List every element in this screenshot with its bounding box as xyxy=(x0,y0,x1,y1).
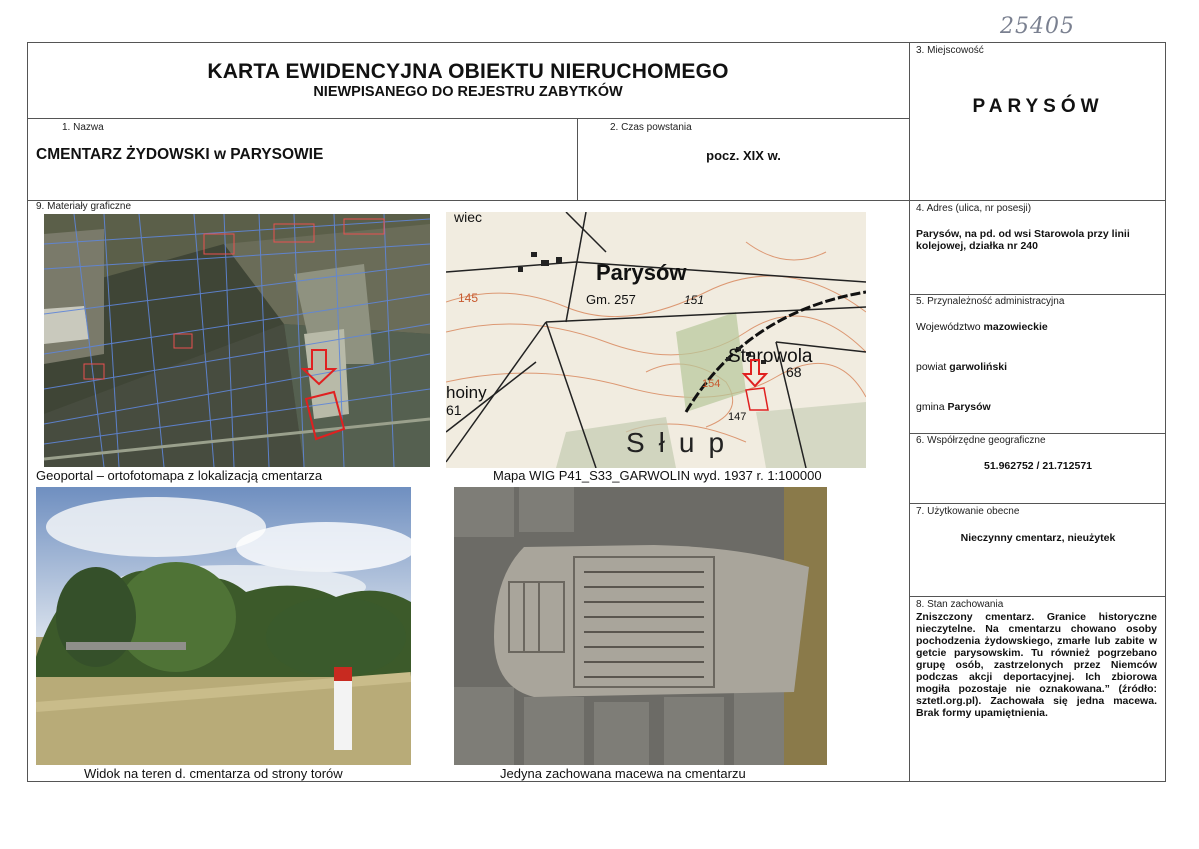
map-label-village: Starowola xyxy=(728,346,813,367)
commune-row xyxy=(916,401,991,413)
field8-label: 8. Stan zachowania xyxy=(916,599,1004,610)
map-label-145: 145 xyxy=(458,291,479,305)
field4-label: 4. Adres (ulica, nr posesji) xyxy=(916,203,1032,214)
county-prefix: powiat xyxy=(916,361,947,373)
voivodeship-value: mazowieckie xyxy=(983,321,1048,333)
field4-value: Parysów, na pd. od wsi Starowola przy linii kolejowej, działka nr 240 xyxy=(916,228,1130,252)
orthophoto-svg xyxy=(44,214,430,467)
header-divider xyxy=(27,118,909,119)
matzevah-photo xyxy=(454,487,827,765)
card-subtitle: NIEWPISANEGO DO REJESTRU ZABYTKÓW xyxy=(313,84,623,100)
field8-value: Zniszczony cmentarz. Granice historyczne nieczytelne. Na cmentarzu chowano osoby pochodzenia żydowskiego, zmarłe lub zabite w getcie parysowskim. Tu również pogrzebano grupę osób, zastrzelonych przez Niemców podczas akcji deportacyjnej. Ich zbiorowa mogiła pozostaje nie oznakowana.” (źródło: sztetl.org.pl). Zachowała się jedna macewa. Brak formy upamiętnienia. xyxy=(916,611,1157,719)
map-label-slup: Słup xyxy=(626,427,739,458)
field3-label: 3. Miejscowość xyxy=(916,45,984,56)
right-divider-1 xyxy=(909,294,1166,295)
field5-label: 5. Przynależność administracyjna xyxy=(916,296,1065,307)
field1-label: 1. Nazwa xyxy=(62,122,104,133)
map-label-68: 68 xyxy=(786,364,802,380)
map-label-154: 154 xyxy=(702,378,721,390)
field9-label: 9. Materiały graficzne xyxy=(36,201,132,212)
field6-label: 6. Współrzędne geograficzne xyxy=(916,435,1046,446)
map-label-choiny: hoiny xyxy=(446,383,487,402)
card-title: KARTA EWIDENCYJNA OBIEKTU NIERUCHOMEGO xyxy=(207,60,729,83)
map-label-wiec: wiec xyxy=(454,212,483,225)
map-label-gm: Gm. 257 xyxy=(586,292,636,307)
right-divider-3 xyxy=(909,503,1166,504)
right-divider-2 xyxy=(909,433,1166,434)
orthophoto-caption: Geoportal – ortofotomapa z lokalizacją cmentarza xyxy=(36,468,323,483)
commune-prefix: gmina xyxy=(916,401,945,413)
handwritten-number: 25405 xyxy=(1000,14,1075,39)
field2-label: 2. Czas powstania xyxy=(610,122,692,133)
matzevah-photo-svg xyxy=(454,487,827,765)
right-divider-4 xyxy=(909,596,1166,597)
wig-map-svg xyxy=(446,212,866,468)
map-label-61: 61 xyxy=(446,402,462,418)
fields-divider xyxy=(27,200,1166,201)
wig-map-image xyxy=(446,212,866,468)
field7-label: 7. Użytkowanie obecne xyxy=(916,506,1020,517)
column-divider xyxy=(909,42,910,782)
wig-map-caption: Mapa WIG P41_S33_GARWOLIN wyd. 1937 r. 1:100000 xyxy=(493,468,822,483)
field6-value: 51.962752 / 21.712571 xyxy=(983,460,1093,472)
field2-value: pocz. XIX w. xyxy=(706,148,781,163)
county-row xyxy=(916,361,1007,373)
voivodeship-prefix: Województwo xyxy=(916,321,981,333)
map-label-147: 147 xyxy=(728,411,747,423)
field7-value: Nieczynny cmentarz, nieużytek xyxy=(960,532,1116,544)
field3-value: PARYSÓW xyxy=(972,96,1104,117)
matzevah-caption: Jedyna zachowana macewa na cmentarzu xyxy=(500,766,746,781)
voivodeship-row xyxy=(916,321,1048,333)
site-photo-caption: Widok na teren d. cmentarza od strony torów xyxy=(84,766,343,781)
commune-value: Parysów xyxy=(947,401,991,413)
county-value: garwoliński xyxy=(949,361,1008,373)
site-photo-svg xyxy=(36,487,411,765)
map-label-151: 151 xyxy=(684,293,705,307)
map-label-town: Parysów xyxy=(596,260,687,285)
site-photo xyxy=(36,487,411,765)
field1-value: CMENTARZ ŻYDOWSKI w PARYSOWIE xyxy=(36,146,324,163)
orthophoto-image xyxy=(44,214,430,467)
